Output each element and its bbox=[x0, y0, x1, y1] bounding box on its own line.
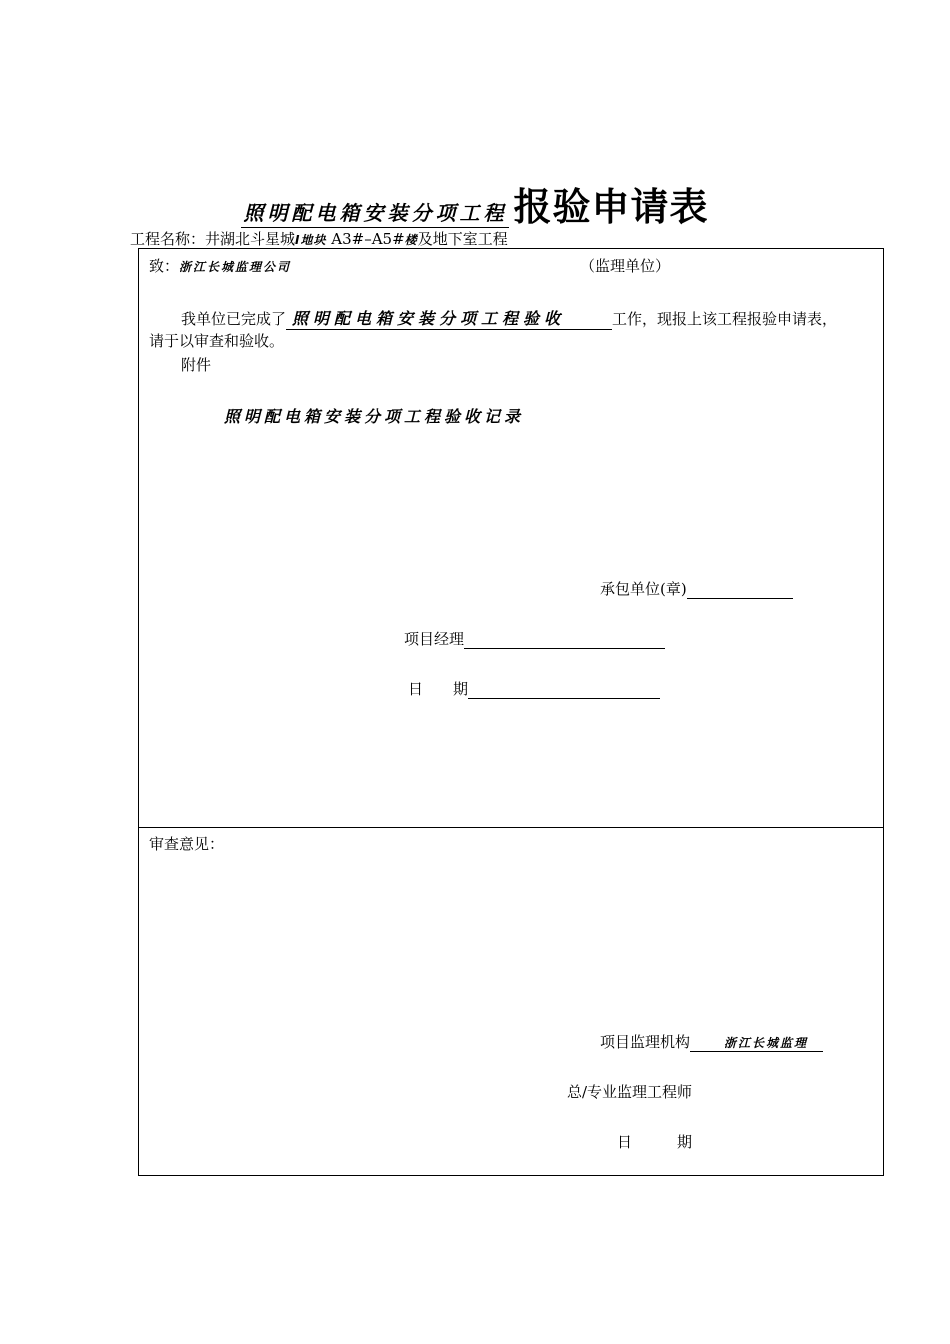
manager-line bbox=[404, 628, 665, 649]
review-opinion-label: 审查意见： bbox=[149, 835, 225, 853]
title-handwritten: 照明配电箱安装分项工程 bbox=[241, 201, 509, 228]
project-label: 工程名称： bbox=[130, 230, 206, 248]
body-after: 工作，现报上该工程报验申请表， bbox=[612, 310, 838, 328]
project-name-handwritten: 楼 bbox=[404, 233, 418, 247]
addressee-value: 浙江长城监理公司 bbox=[179, 260, 292, 274]
application-body-line1 bbox=[181, 306, 837, 330]
review-date-label: 日 期 bbox=[617, 1133, 693, 1151]
supervision-org-line bbox=[600, 1031, 823, 1052]
contractor-label: 承包单位(章) bbox=[600, 580, 687, 598]
application-date-line bbox=[408, 678, 660, 699]
supervision-org-field[interactable]: 浙江长城监理 bbox=[690, 1034, 823, 1052]
title-printed: 报验申请表 bbox=[513, 185, 709, 229]
body-before: 我单位已完成了 bbox=[181, 310, 287, 328]
project-name-line bbox=[130, 228, 508, 249]
org-label: 项目监理机构 bbox=[600, 1033, 691, 1051]
project-name-part: 井湖北斗星城 bbox=[205, 230, 296, 248]
supervision-unit-hint: （监理单位） bbox=[580, 257, 671, 275]
form-title bbox=[0, 176, 950, 228]
engineer-label: 总/专业监理工程师 bbox=[567, 1083, 693, 1101]
application-date-field[interactable] bbox=[468, 681, 660, 699]
project-name-part: A3#–A5# bbox=[326, 230, 405, 248]
project-name-handwritten: I地块 bbox=[295, 233, 327, 247]
attachment-label: 附件 bbox=[181, 356, 212, 374]
attachment-value: 照明配电箱安装分项工程验收记录 bbox=[224, 407, 525, 426]
to-label: 致： bbox=[149, 257, 180, 275]
completed-work-field[interactable]: 照明配电箱安装分项工程验收 bbox=[286, 306, 612, 330]
application-body-line2: 请于以审查和验收。 bbox=[149, 332, 285, 350]
date-label: 日 期 bbox=[408, 680, 469, 698]
manager-signature-field[interactable] bbox=[464, 631, 665, 649]
contractor-seal-field[interactable] bbox=[687, 581, 793, 599]
review-section bbox=[138, 827, 884, 1176]
contractor-line bbox=[600, 578, 793, 599]
addressee-line bbox=[149, 255, 291, 276]
project-name-part: 及地下室工程 bbox=[417, 230, 508, 248]
manager-label: 项目经理 bbox=[404, 630, 465, 648]
